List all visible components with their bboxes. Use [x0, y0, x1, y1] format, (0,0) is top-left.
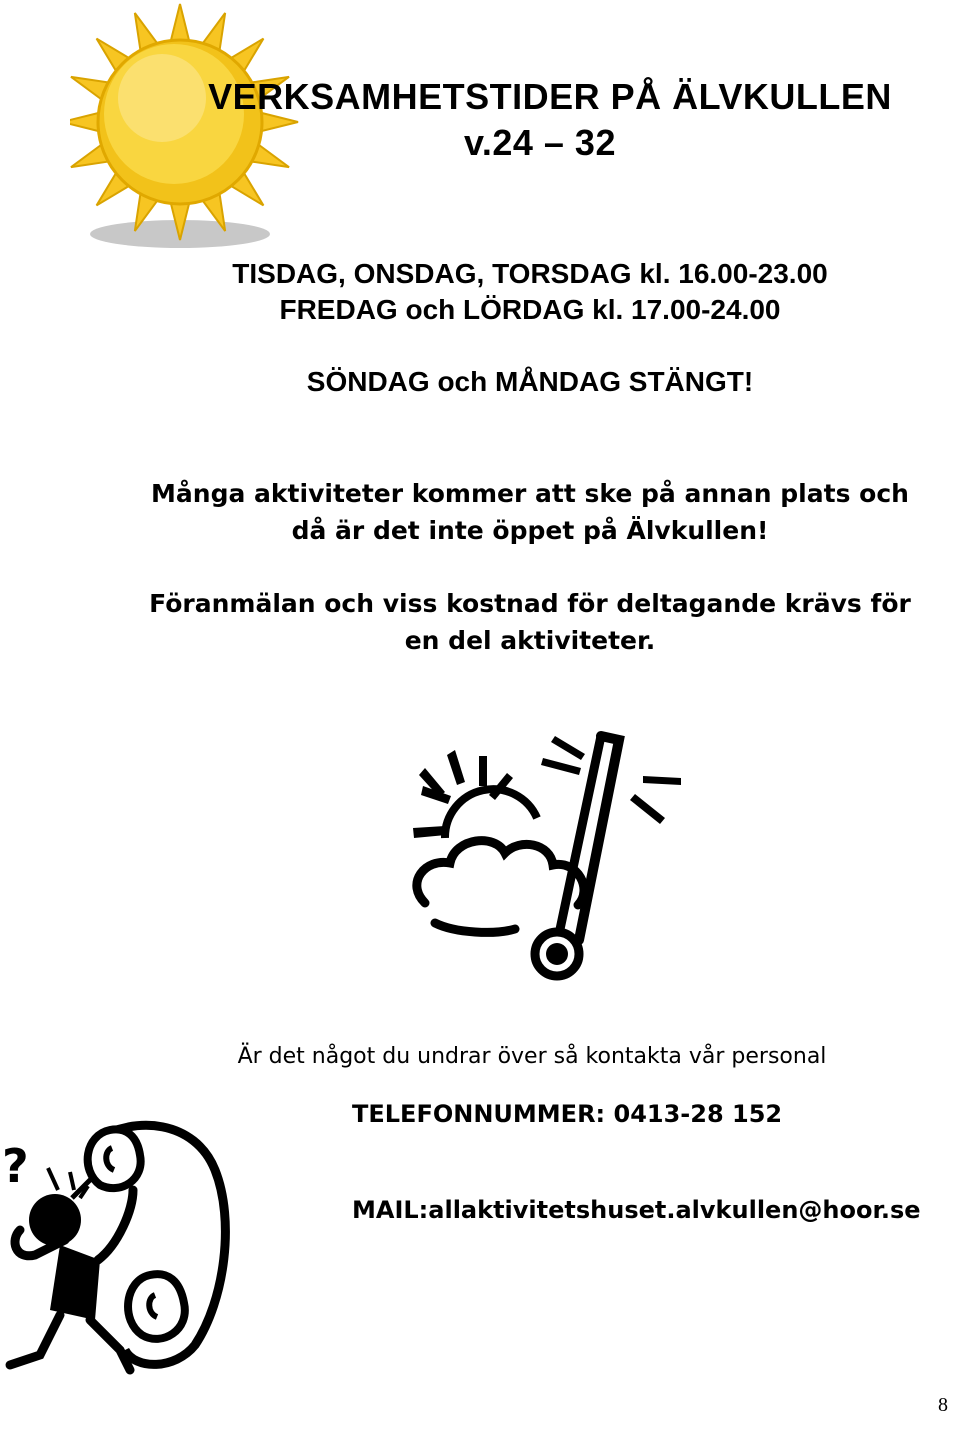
phone-person-illustration [0, 1110, 245, 1390]
page-subtitle [60, 122, 960, 164]
notice-other-venues [50, 475, 960, 549]
weather-illustration [405, 728, 690, 983]
contact-mail: MAIL:allaktivitetshuset.alvkullen@hoor.se [352, 1196, 921, 1224]
notice-registration [50, 585, 960, 659]
contact-phone: TELEFONNUMMER: 0413-28 152 [352, 1100, 783, 1128]
page-title [70, 76, 960, 118]
page-number: 8 [938, 1394, 948, 1416]
title-line2: v.24 – 32 [464, 122, 616, 163]
hours-closed: SÖNDAG och MÅNDAG STÄNGT! [306, 366, 754, 397]
contact-question: Är det något du undrar över så kontakta vår personal [237, 1044, 827, 1069]
svg-text:?: ? [2, 1139, 29, 1193]
hours-weekdays: TISDAG, ONSDAG, TORSDAG kl. 16.00-23.00 [232, 258, 828, 289]
notice-line: då är det inte öppet på Älvkullen! [291, 516, 769, 545]
notice-line: en del aktiviteter. [404, 626, 656, 655]
hours-weekend: FREDAG och LÖRDAG kl. 17.00-24.00 [279, 294, 781, 325]
title-line1: VERKSAMHETSTIDER PÅ ÄLVKULLEN [208, 76, 892, 117]
notice-line: Föranmälan och viss kostnad för deltagande krävs för [149, 589, 911, 618]
notice-line: Många aktiviteter kommer att ske på annan plats och [151, 479, 909, 508]
